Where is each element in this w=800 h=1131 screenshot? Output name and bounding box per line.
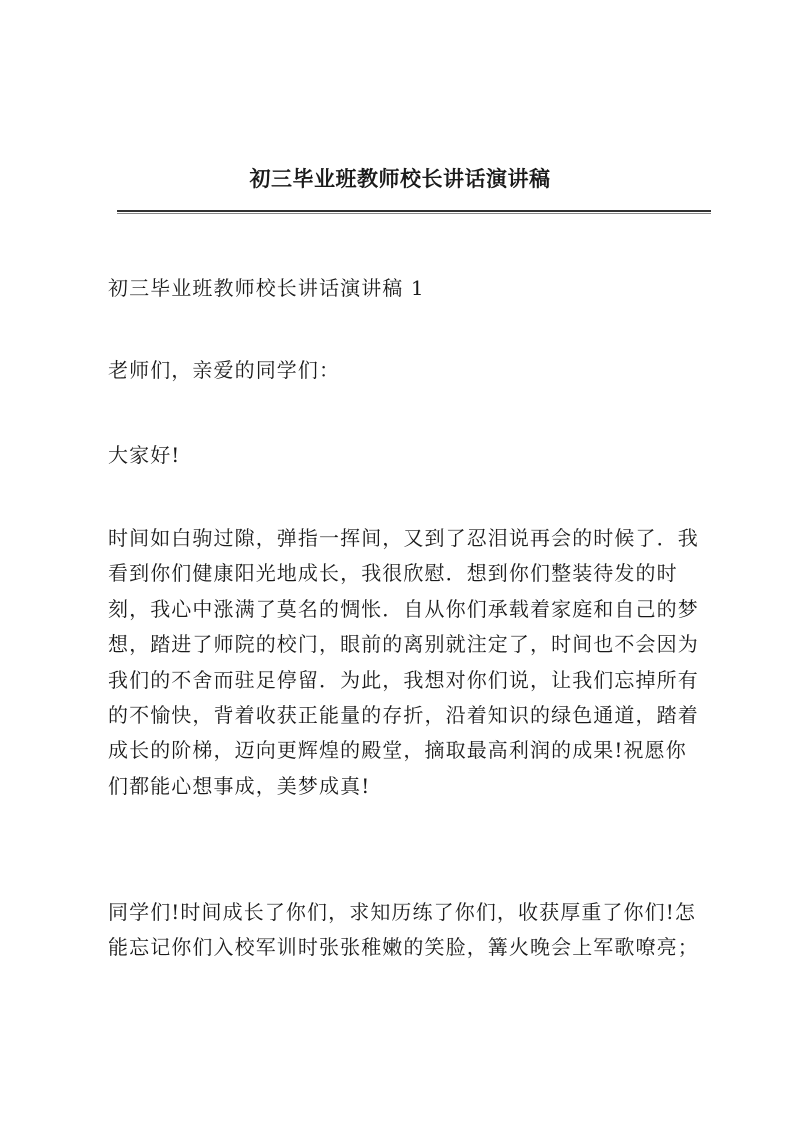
title-divider [117, 210, 711, 214]
text-line: 的不愉快，背着收获正能量的存折，沿着知识的绿色通道，踏着 [108, 703, 699, 728]
greeting-paragraph: 老师们，亲爱的同学们： [108, 358, 341, 382]
text-line: 同学们!时间成长了你们，求知历练了你们，收获厚重了你们!怎 [108, 900, 696, 924]
body-paragraph-2 [108, 895, 708, 966]
text-line: 能忘记你们入校军训时张张稚嫩的笑脸，篝火晚会上军歌嘹亮； [108, 935, 699, 960]
text-line: 时间如白驹过隙，弹指一挥间，又到了忍泪说再会的时候了．我 [108, 526, 699, 550]
text-line: 想，踏进了师院的校门，眼前的离别就注定了，时间也不会因为 [108, 632, 699, 657]
text-line: 刻，我心中涨满了莫名的惆怅．自从你们承载着家庭和自己的梦 [108, 596, 699, 621]
text-line: 我们的不舍而驻足停留．为此，我想对你们说，让我们忘掉所有 [108, 667, 699, 692]
text-line: 们都能心想事成，美梦成真! [108, 773, 371, 798]
text-line: 成长的阶梯，迈向更辉煌的殿堂，摘取最高利润的成果!祝愿你 [108, 738, 687, 763]
body-paragraph-1 [108, 521, 708, 804]
document-title: 初三毕业班教师校长讲话演讲稿 [249, 166, 551, 191]
section-heading: 初三毕业班教师校长讲话演讲稿 1 [108, 276, 425, 300]
text-line: 看到你们健康阳光地成长，我很欣慰．想到你们整装待发的时 [108, 561, 678, 586]
hello-paragraph: 大家好! [108, 443, 181, 467]
